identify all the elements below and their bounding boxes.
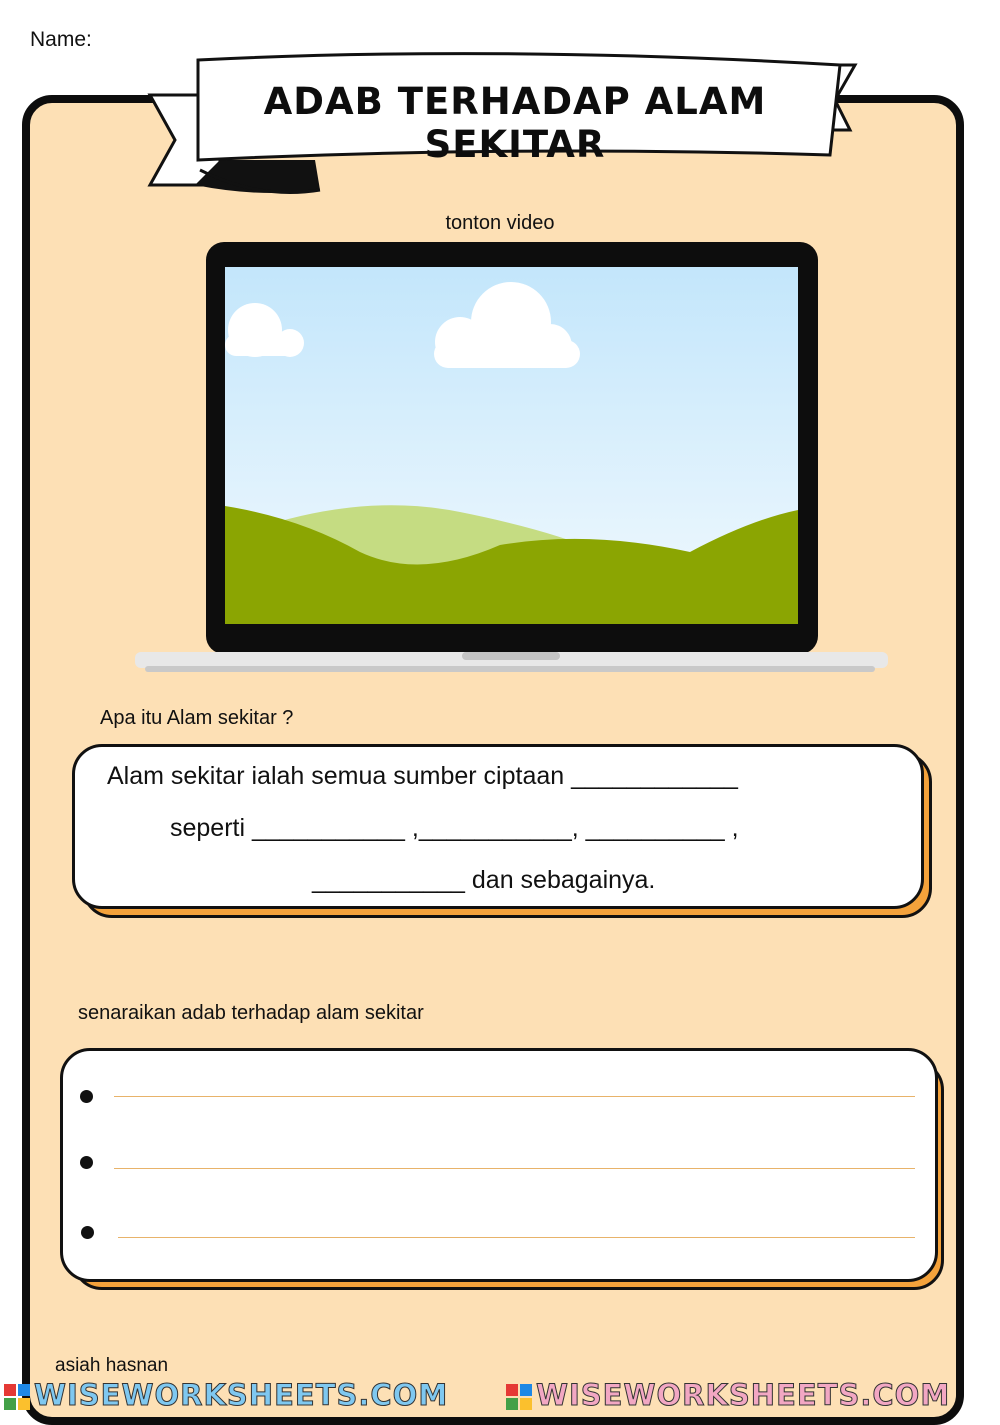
- question1-line-3[interactable]: ___________ dan sebagainya.: [312, 866, 656, 894]
- watermark-text: WISEWORKSHEETS.COM: [34, 1378, 449, 1412]
- name-label: Name:: [30, 28, 92, 51]
- author-name: asiah hasnan: [55, 1355, 169, 1376]
- answer-line-2[interactable]: [114, 1168, 915, 1169]
- bullet-icon: [80, 1156, 93, 1169]
- laptop-notch: [462, 652, 560, 660]
- question1-line-2[interactable]: seperti ___________ ,___________, __________ ,: [170, 814, 739, 842]
- page-title: ADAB TERHADAP ALAM SEKITAR: [263, 80, 767, 166]
- bullet-icon: [81, 1226, 94, 1239]
- answer-line-1[interactable]: [114, 1096, 915, 1097]
- logo-icon: [506, 1384, 532, 1410]
- question2-prompt: senaraikan adab terhadap alam sekitar: [78, 1002, 424, 1024]
- answer-line-3[interactable]: [118, 1237, 915, 1238]
- watermark-bar: [0, 1378, 1000, 1414]
- question1-prompt: Apa itu Alam sekitar ?: [100, 707, 294, 729]
- video-player[interactable]: [130, 240, 892, 680]
- bullet-icon: [80, 1090, 93, 1103]
- question2-answer-box: [60, 1048, 938, 1282]
- watermark-text: WISEWORKSHEETS.COM: [536, 1378, 951, 1412]
- question1-line-1[interactable]: Alam sekitar ialah semua sumber ciptaan ____________: [107, 762, 738, 790]
- logo-icon: [4, 1384, 30, 1410]
- video-label: tonton video: [445, 212, 555, 234]
